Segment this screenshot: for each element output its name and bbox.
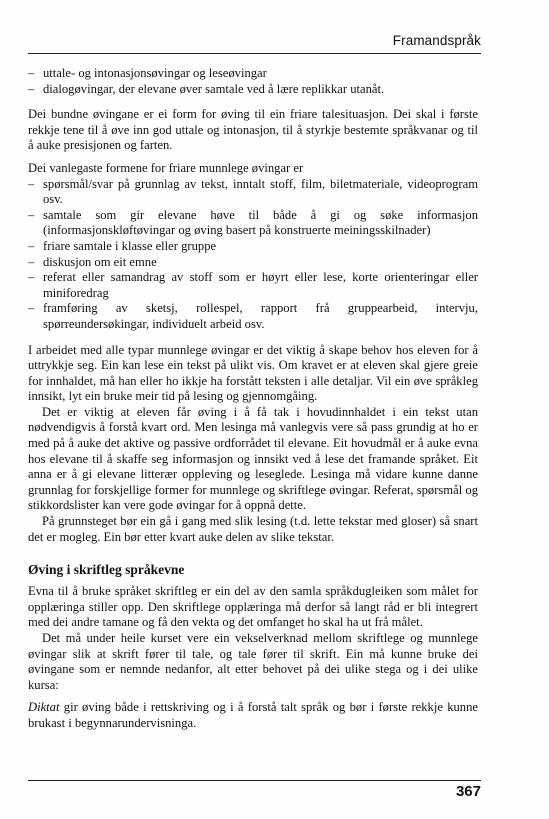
list-item: – samtale som gir elevane høve til både å gi og søke informasjon (informasjonskløftøvingar og øving basert på konstruerte meiningsskilnader) <box>28 208 478 239</box>
forms-list <box>28 177 478 333</box>
section-heading: Øving i skriftleg språkevne <box>28 562 185 578</box>
term-italic: Diktat <box>28 700 60 715</box>
paragraph: På grunnsteget bør ein gå i gang med slik lesing (t.d. lette tekstar med gloser) så snart det er mogleg. Ein bør etter kvart auke delen av slike tekstar. <box>28 514 478 544</box>
paragraph: Det må under heile kurset vere ein vekselverknad mellom skriftlege og munnlege øvingar slik at skrift fører til tale, og tale fører til skrift. Ein må kunne bruke dei øvingane som er nemnde nedanfor, alt etter behovet på dei ulike stega og i dei ulike kursa: <box>28 631 478 692</box>
list-item: – referat eller samandrag av stoff som er høyrt eller lese, korte orienteringar eller miniforedrag <box>28 270 478 301</box>
footer-rule <box>28 780 481 781</box>
page-number: 367 <box>455 783 481 800</box>
body-text <box>28 66 478 732</box>
list-item: – friare samtale i klasse eller gruppe <box>28 239 478 255</box>
header-rule <box>28 53 481 54</box>
paragraph: Dei bundne øvingane er ei form for øving til ein friare talesituasjon. Dei skal i første rekkje tene til å øve inn god uttale og intonasjon, til å styrkje bestemte språkvanar og til å auke presisjonen og farten. <box>28 107 478 153</box>
list-item: – dialogøvingar, der elevane øver samtale ved å lære replikkar utanåt. <box>28 82 478 98</box>
paragraph-text: gir øving både i rettskriving og i å forstå talt språk og bør i første rekkje kunne brukast i begynnarundervisninga. <box>28 700 478 730</box>
paragraph: I arbeidet med alle typar munnlege øvingar er det viktig å skape behov hos eleven for å uttrykkje seg. Ein kan lese ein tekst på ulikt vis. Om kravet er at eleven skal gjere greie for innhaldet, må han eller ho ikkje ha forstått teksten i alle detaljar. Vil ein øve språkleg innsikt, lyt ein bruke meir tid på lesing og gjennomgåing. <box>28 342 478 404</box>
paragraph: Det er viktig at eleven får øving i å få tak i hovudinnhaldet i ein tekst utan nødvendigvis å forstå kvart ord. Men lesinga må vanlegvis vere så pass grundig at ho er med på å auke det aktive og passive ordforrådet til elevane. Eit hovudmål er å auke evna hos elevane til å skaffe seg informasjon og innsikt ved å lese det framande språket. Eit anna er å gi elevane litterær oppleving og leseglede. Lesinga må vidare kunne danne grunnlag for forskjellige former for munnlege og skriftlege øvingar. Referat, spørsmål og stikkordslister kan vere gode øvingar for å oppnå dette. <box>28 404 478 513</box>
list-item: – framføring av sketsj, rollespel, rapport frå gruppearbeid, intervju, spørreundersøkingar, individuelt arbeid osv. <box>28 301 478 332</box>
list-item: – uttale- og intonasjonsøvingar og leseøvingar <box>28 66 478 82</box>
running-head: Framandspråk <box>392 33 481 48</box>
list-item: – spørsmål/svar på grunnlag av tekst, inntalt stoff, film, biletmateriale, videoprogram osv. <box>28 177 478 208</box>
list-item: – diskusjon om eit emne <box>28 255 478 271</box>
paragraph <box>28 700 478 731</box>
exercise-list <box>28 66 478 97</box>
paragraph: Evna til å bruke språket skriftleg er ein del av den samla språkdugleiken som målet for opplæringa stiller opp. Den skriftlege opplæringa må derfor så langt råd er bli integrert med dei andre tamane og få den vekta og det omfanget ho skal ha ut frå målet. <box>28 584 478 630</box>
paragraph: Dei vanlegaste formene for friare munnlege øvingar er <box>28 160 304 175</box>
